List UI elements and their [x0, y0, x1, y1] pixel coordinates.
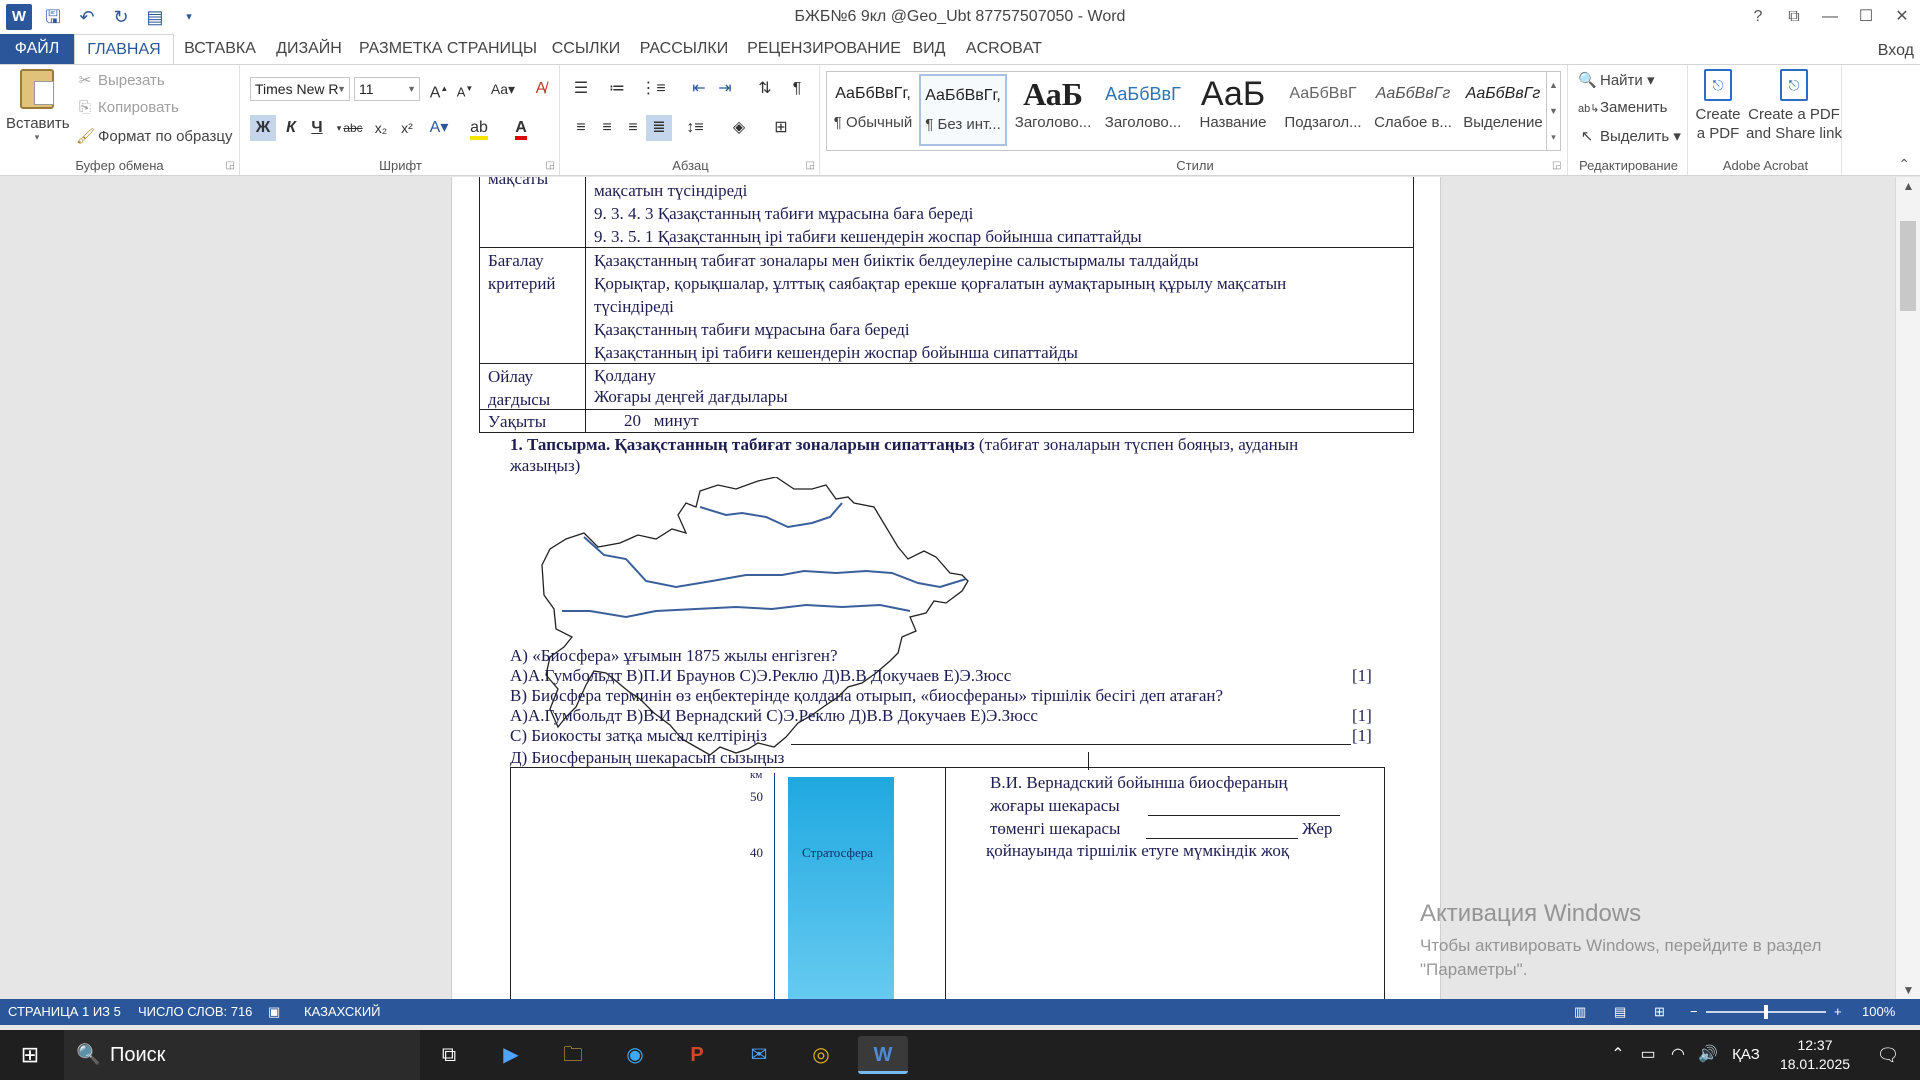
search-icon: 🔍 [76, 1044, 101, 1066]
status-bar [0, 999, 1920, 1025]
chevron-down-icon[interactable]: ▼ [1549, 106, 1558, 116]
redo-icon[interactable]: ↻ [113, 7, 129, 27]
figure-tick-40: 40 [750, 845, 763, 860]
paintbrush-icon: 🖌 [76, 128, 96, 145]
replace-label: Заменить [1600, 99, 1668, 116]
table-border [510, 767, 511, 999]
justify-icon[interactable]: ≣ [646, 115, 672, 141]
copy-button[interactable] [76, 99, 179, 116]
activation-line-1: Чтобы активировать Windows, перейдите в раздел [1420, 936, 1822, 955]
scissors-icon: ✂ [78, 72, 92, 89]
borders-icon[interactable]: ⊞ [774, 119, 788, 136]
cut-button[interactable] [76, 71, 165, 89]
bold-button[interactable] [250, 115, 276, 141]
style-name: Слабое в... [1374, 114, 1452, 131]
zoom-slider-thumb[interactable] [1764, 1005, 1768, 1019]
table-cell-text: 9. 3. 5. 1 Қазақстанның ірі табиғи кешендерін жоспар бойынша сипаттайды [594, 227, 1142, 246]
document-area[interactable] [0, 177, 1895, 999]
sign-in-link[interactable]: Вход [1877, 42, 1914, 59]
powerpoint-icon[interactable]: P [690, 1044, 704, 1066]
style-preview: АаБ [1200, 75, 1266, 113]
table-cell-text: Жоғары деңгей дағдылары [594, 387, 788, 406]
style-heading-2[interactable] [1099, 74, 1187, 146]
format-painter-label: Формат по образцу [98, 128, 233, 145]
question-d: Д) Биосфераның шекарасын сызыңыз [510, 748, 785, 767]
web-layout-icon[interactable]: ⊞ [1654, 1004, 1665, 1019]
replace-button[interactable] [1578, 99, 1667, 116]
grow-font-icon: A [429, 84, 441, 102]
table-cell-text: Қолдану [594, 366, 656, 385]
font-launcher-icon[interactable]: ◲ [545, 160, 555, 171]
table-cell-label: Бағалау [488, 251, 544, 270]
acrobat-group-label: Adobe Acrobat [1722, 158, 1809, 173]
grow-font-button[interactable]: A▲ [429, 84, 449, 102]
question-b-options: А)А.Гумбольдт В)В.И Вернадский С)Э.Реклю Д)В.В Докучаев Е)Э.Зюсс [510, 706, 1038, 725]
page-count[interactable]: СТРАНИЦА 1 ИЗ 5 [8, 1004, 121, 1019]
font-name-value: Times New R [255, 81, 339, 97]
vernadsky-text-1: В.И. Вернадский бойынша биосфераның [990, 773, 1288, 792]
cursor-icon: ↖ [1580, 128, 1594, 145]
answer-line [1148, 815, 1340, 816]
task1-title: 1. Тапсырма. Қазақстанның табиғат зоналарын сипаттаңыз [510, 435, 975, 454]
copy-label: Копировать [98, 99, 179, 116]
find-label: Найти [1600, 72, 1643, 89]
paste-label: Вставить [6, 115, 70, 132]
figure-stratosphere-label: Стратосфера [802, 845, 873, 860]
create-pdf-label-2: a PDF [1696, 125, 1740, 142]
vernadsky-text-3b: Жер [1302, 819, 1333, 838]
taskbar-search[interactable] [64, 1030, 420, 1080]
scroll-down-icon[interactable]: ▼ [1902, 983, 1915, 997]
volume-icon[interactable]: 🔊 [1698, 1046, 1718, 1063]
zoom-level[interactable]: 100% [1862, 1004, 1896, 1019]
shrink-font-icon: A [456, 84, 466, 100]
decrease-indent-icon[interactable]: ⇤ [692, 80, 706, 97]
question-a-score: [1] [1352, 666, 1372, 685]
scroll-up-icon[interactable]: ▲ [1902, 179, 1915, 193]
paste-icon [20, 69, 54, 109]
undo-icon[interactable]: ↶ [79, 7, 95, 27]
tab-design[interactable]: ДИЗАЙН [276, 40, 342, 57]
table-border [1384, 767, 1385, 999]
print-layout-icon[interactable]: ▤ [146, 7, 164, 27]
table-cell-text: Қазақстанның ірі табиғи кешендерін жоспар бойынша сипаттайды [594, 343, 1078, 362]
table-border [479, 247, 1414, 248]
scroll-thumb[interactable] [1900, 221, 1916, 311]
tab-acrobat[interactable]: ACROBAT [965, 40, 1043, 57]
style-title[interactable] [1189, 74, 1277, 146]
clipboard-group [0, 65, 240, 175]
chevron-up-icon[interactable]: ▲ [1549, 80, 1558, 90]
wifi-icon[interactable]: ◠ [1671, 1046, 1685, 1063]
shading-icon[interactable]: ◈ [732, 119, 746, 136]
question-b-score: [1] [1352, 706, 1372, 725]
font-color-icon[interactable]: A [508, 115, 534, 141]
styles-launcher-icon[interactable]: ◲ [1552, 160, 1562, 171]
task1-heading [510, 435, 1298, 455]
text-effects-icon[interactable]: A▾ [429, 119, 449, 136]
table-border [585, 177, 586, 433]
word-count[interactable]: ЧИСЛО СЛОВ: 716 [138, 1004, 253, 1019]
show-hidden-icons[interactable]: ⌃ [1611, 1046, 1625, 1063]
font-size-value: 11 [359, 81, 374, 97]
font-size-combo[interactable] [354, 77, 420, 101]
pilcrow-icon: ¶ [792, 80, 802, 97]
ribbon-display-icon[interactable]: ⧉ [1788, 8, 1800, 25]
copy-icon: ⎘ [78, 99, 91, 116]
ribbon-tabs [0, 34, 1920, 64]
vertical-scrollbar[interactable] [1895, 177, 1920, 999]
change-case-icon: Aa [490, 81, 509, 97]
read-mode-icon[interactable]: ▥ [1574, 1004, 1587, 1019]
style-heading-1[interactable] [1009, 74, 1097, 146]
table-cell-text: Қазақстанның табиғи мұрасына баға береді [594, 320, 910, 339]
highlight-color-icon[interactable]: ab [466, 115, 492, 141]
underline-dropdown-icon[interactable]: ▾ [336, 123, 342, 133]
close-button[interactable]: ✕ [1895, 8, 1909, 25]
change-case-button[interactable]: Aa▾ [490, 81, 516, 97]
document-page[interactable] [451, 177, 1441, 999]
table-cell-label: мақсаты [488, 177, 549, 188]
document-title: БЖБ№6 9кл @Geo_Ubt 87757507050 - Word [794, 8, 1126, 25]
clipboard-launcher-icon[interactable]: ◲ [225, 160, 235, 171]
tab-view[interactable]: ВИД [912, 40, 946, 57]
window-controls [1740, 0, 1920, 34]
media-player-icon[interactable]: ▶ [503, 1044, 519, 1066]
figure-km-label: км [750, 769, 763, 781]
collapse-ribbon-icon[interactable]: ⌃ [1898, 156, 1910, 172]
windows-taskbar [0, 1030, 1920, 1080]
style-preview: АаБбВвГ [1105, 84, 1181, 104]
create-pdf-button[interactable] [1694, 69, 1742, 143]
strikethrough-button[interactable] [340, 115, 366, 141]
numbering-icon[interactable]: ≔ [609, 80, 625, 97]
figure-tick-50: 50 [750, 789, 763, 804]
table-cell-text: мақсатын түсіндіреді [594, 181, 748, 200]
create-pdf-label-1: Create [1695, 106, 1741, 123]
style-normal[interactable] [829, 74, 917, 146]
font-name-combo[interactable] [250, 77, 350, 101]
network-device-icon[interactable]: ▭ [1640, 1046, 1656, 1063]
proofing-icon[interactable]: ▣ [268, 1004, 281, 1019]
input-language[interactable]: ҚАЗ [1732, 1046, 1760, 1063]
style-name: Заголово... [1104, 114, 1182, 131]
styles-scroll[interactable] [1546, 72, 1560, 150]
style-name: ¶ Обычный [833, 114, 913, 131]
question-a-options: А)А.Гумбольдт В)П.И Браунов С)Э.Реклю Д)В.В Докучаев Е)Э.Зюсс [510, 666, 1012, 685]
style-preview: АаБбВвГг, [925, 87, 1001, 104]
tab-references[interactable]: ССЫЛКИ [551, 40, 621, 57]
activation-title: Активация Windows [1420, 900, 1642, 927]
table-cell-text: Қорықтар, қорықшалар, ұлттық саябақтар ерекше қорғалатын аумақтарының құрылу мақсатын [594, 274, 1287, 293]
replace-icon: ab↳ [1578, 103, 1600, 115]
style-preview: АаБ [1023, 76, 1083, 112]
task1-line2: жазыңыз) [510, 456, 581, 475]
figure-axis [774, 773, 775, 999]
format-painter-button[interactable] [76, 127, 233, 145]
save-icon[interactable]: 🖫 [45, 7, 61, 27]
question-a: А) «Биосфера» ұғымын 1875 жылы енгізген? [510, 646, 838, 665]
share-label-2: and Share link [1746, 125, 1842, 142]
windows-start-icon[interactable]: ⊞ [20, 1042, 40, 1067]
table-cell-label: критерий [488, 274, 556, 293]
font-group [242, 65, 560, 175]
pdf-icon: ⎋ [1704, 69, 1732, 101]
paragraph-launcher-icon[interactable]: ◲ [805, 160, 815, 171]
tab-insert[interactable]: ВСТАВКА [184, 40, 256, 57]
table-cell-label: Ойлау [488, 367, 534, 386]
task1-instruction: (табиғат зоналарын түспен бояңыз, ауданын [974, 435, 1299, 454]
style-emphasis[interactable] [1459, 74, 1547, 146]
paste-dropdown-icon[interactable]: ▾ [34, 132, 40, 142]
table-cell-label: дағдысы [488, 390, 551, 409]
print-layout-view-icon[interactable]: ▤ [1614, 1004, 1627, 1019]
minimize-button[interactable]: — [1822, 8, 1838, 25]
notifications-icon[interactable]: 🗨 [1876, 1045, 1900, 1065]
title-bar [0, 0, 1920, 34]
table-border [479, 409, 1414, 410]
style-subtitle[interactable] [1279, 74, 1367, 146]
strikethrough-icon: abc [343, 121, 363, 135]
customize-qat-icon[interactable]: ▾ [186, 11, 192, 23]
stratosphere-band [788, 777, 894, 999]
zoom-out-icon[interactable]: − [1690, 1004, 1698, 1019]
table-cell-label: Уақыты [488, 412, 547, 431]
windows-activation-watermark [1420, 900, 1821, 982]
bold-icon: Ж [255, 119, 271, 136]
subscript-icon: x₂ [374, 120, 388, 136]
table-cell-text: түсіндіреді [594, 297, 674, 316]
cut-label: Вырезать [98, 72, 165, 89]
clock[interactable] [1770, 1036, 1860, 1074]
paste-button[interactable] [6, 69, 68, 151]
vernadsky-text-2: жоғары шекарасы [990, 796, 1120, 815]
tab-mailings[interactable]: РАССЫЛКИ [639, 40, 729, 57]
search-icon: 🔍 [1578, 72, 1597, 89]
pdf-share-icon: ⎋ [1780, 69, 1808, 101]
italic-button[interactable] [278, 115, 304, 141]
edge-icon[interactable]: ◉ [626, 1044, 644, 1066]
file-explorer-icon[interactable]: 🗀 [563, 1044, 583, 1066]
help-button[interactable]: ? [1753, 8, 1763, 25]
styles-gallery [826, 71, 1561, 151]
answer-line [1146, 838, 1298, 839]
style-preview: АаБбВвГг, [835, 85, 911, 102]
table-cell-text: 9. 3. 4. 3 Қазақстанның табиғи мұрасына баға береді [594, 204, 974, 223]
language-indicator[interactable]: КАЗАХСКИЙ [304, 1004, 381, 1019]
subscript-button[interactable] [368, 115, 394, 141]
align-left-icon[interactable]: ≡ [576, 119, 586, 136]
create-share-button[interactable] [1746, 69, 1842, 143]
chevron-down-icon: ▼ [337, 84, 346, 94]
word-logo-icon[interactable]: W [6, 4, 32, 30]
chevron-down-icon: ▼ [407, 84, 416, 94]
select-label: Выделить [1600, 128, 1670, 145]
shrink-font-button[interactable]: A▼ [456, 84, 474, 100]
vernadsky-text-4: қойнауында тіршілік етуге мүмкіндік жоқ [986, 841, 1290, 860]
sort-icon[interactable]: ⇅ [758, 80, 772, 97]
align-right-icon[interactable]: ≡ [628, 119, 638, 136]
ribbon [0, 64, 1920, 176]
table-cell-text: 20 минут [624, 411, 699, 430]
paragraph-group [562, 65, 820, 175]
clock-date: 18.01.2025 [1779, 1056, 1851, 1072]
share-label-1: Create a PDF [1748, 106, 1840, 123]
styles-group-label: Стили [1176, 158, 1214, 173]
style-name: Подзагол... [1284, 114, 1362, 131]
activation-line-2: "Параметры". [1420, 960, 1528, 979]
superscript-icon: x² [401, 120, 413, 136]
clipboard-group-label: Буфер обмена [75, 158, 164, 173]
style-subtle-emphasis[interactable] [1369, 74, 1457, 146]
superscript-button[interactable] [394, 115, 420, 141]
answer-line [791, 744, 1351, 745]
italic-icon: К [286, 119, 296, 136]
atmosphere-figure [742, 769, 922, 999]
font-group-label: Шрифт [379, 158, 422, 173]
align-center-icon[interactable]: ≡ [602, 119, 612, 136]
underline-icon: Ч [311, 119, 323, 136]
table-border [479, 177, 480, 433]
question-b: В) Биосфера терминін өз еңбектерінде қолдана отырып, «биосфераны» тіршілік бесігі деп атаған? [510, 686, 1224, 705]
show-marks-button[interactable] [784, 76, 810, 102]
chrome-icon[interactable]: ◎ [812, 1044, 830, 1066]
clear-formatting-icon[interactable]: A̸ [535, 80, 547, 97]
table-border [510, 767, 1384, 768]
tab-layout[interactable]: РАЗМЕТКА СТРАНИЦЫ [358, 40, 538, 57]
line-spacing-icon[interactable]: ↕≡ [686, 119, 704, 136]
mail-icon[interactable]: ✉ [750, 1044, 768, 1066]
increase-indent-icon[interactable]: ⇥ [718, 80, 732, 97]
question-c: С) Биокосты затқа мысал келтіріңіз [510, 726, 768, 745]
select-button[interactable]: ↖ Выделить ▾ [1578, 127, 1681, 145]
editing-group-label: Редактирование [1578, 158, 1679, 173]
word-taskbar-icon[interactable]: W [858, 1036, 908, 1074]
multilevel-list-icon[interactable]: ⋮≡ [640, 80, 666, 97]
style-name: Выделение [1463, 114, 1543, 131]
acrobat-group [1690, 65, 1842, 175]
search-placeholder: Поиск [110, 1044, 166, 1066]
style-name: ¶ Без инт... [925, 116, 1001, 133]
style-name: Название [1199, 114, 1267, 131]
editing-group [1570, 65, 1688, 175]
table-cell-text: Қазақстанның табиғат зоналары мен биіктік белдеулеріне салыстырмалы талдайды [594, 251, 1199, 270]
style-preview: АаБбВвГг [1465, 85, 1541, 102]
style-preview: АаБбВвГг [1375, 85, 1451, 102]
question-c-score: [1] [1352, 726, 1372, 745]
style-preview: АаБбВвГ [1289, 85, 1357, 102]
style-name: Заголово... [1014, 114, 1092, 131]
table-border [479, 363, 1414, 364]
tab-home[interactable]: ГЛАВНАЯ [74, 34, 174, 64]
tab-file[interactable]: ФАЙЛ [0, 34, 74, 64]
table-border [479, 432, 1414, 433]
style-no-spacing[interactable] [919, 74, 1007, 146]
maximize-button[interactable]: ☐ [1858, 8, 1874, 25]
clock-time: 12:37 [1797, 1037, 1833, 1053]
find-button[interactable]: 🔍 Найти ▾ [1578, 72, 1655, 89]
tab-review[interactable]: РЕЦЕНЗИРОВАНИЕ [747, 40, 901, 57]
table-border [945, 767, 946, 999]
vernadsky-text-3: төменгі шекарасы [990, 819, 1121, 838]
more-styles-icon[interactable]: ▾ [1551, 132, 1556, 142]
paragraph-group-label: Абзац [672, 158, 709, 173]
task-view-icon[interactable]: ⧉ [441, 1044, 457, 1066]
bullets-icon[interactable]: ☰ [573, 80, 589, 97]
zoom-in-icon[interactable]: + [1834, 1004, 1842, 1019]
table-border [1413, 177, 1414, 433]
